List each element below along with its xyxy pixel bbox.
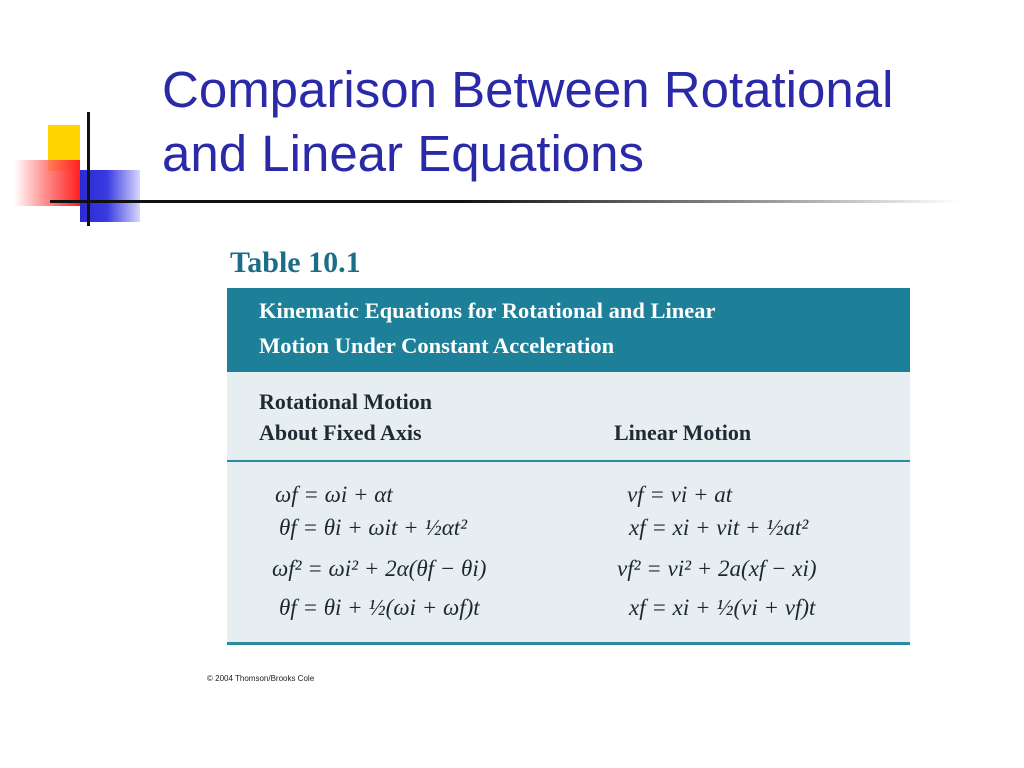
table-header [227,288,910,372]
copyright-notice: © 2004 Thomson/Brooks Cole [207,674,315,683]
table-header-line-1: Kinematic Equations for Rotational and Linear [259,298,716,323]
rotational-equation: θf = θi + ½(ωi + ωf)t [279,595,480,620]
rotational-equation: θf = θi + ωit + ½αt² [279,515,468,540]
column-header-rotational [259,386,432,448]
table-header-line-2: Motion Under Constant Acceleration [259,333,615,358]
title-underline-divider [50,200,960,203]
linear-equation: vf = vi + at [627,482,733,507]
slide-title-line-1: Comparison Between Rotational [162,61,894,118]
linear-equation: xf = xi + ½(vi + vf)t [629,595,816,620]
rotational-equation: ωf² = ωi² + 2α(θf − θi) [272,556,487,581]
rotational-equation: ωf = ωi + αt [275,482,393,507]
table-body [227,372,910,644]
column-header-linear: Linear Motion [614,420,752,445]
linear-equation: vf² = vi² + 2a(xf − xi) [617,556,817,581]
column-header-rotational-line-2: About Fixed Axis [259,420,422,445]
slide-title [162,58,992,186]
slide-title-line-2: and Linear Equations [162,125,645,182]
kinematics-table-image [205,228,930,683]
linear-equation: xf = xi + vit + ½at² [629,515,809,540]
table-label: Table 10.1 [230,246,361,279]
decorative-vertical-line [87,112,90,226]
table-divider [227,460,910,462]
table-bottom-rule [227,642,910,645]
column-header-rotational-line-1: Rotational Motion [259,389,432,414]
